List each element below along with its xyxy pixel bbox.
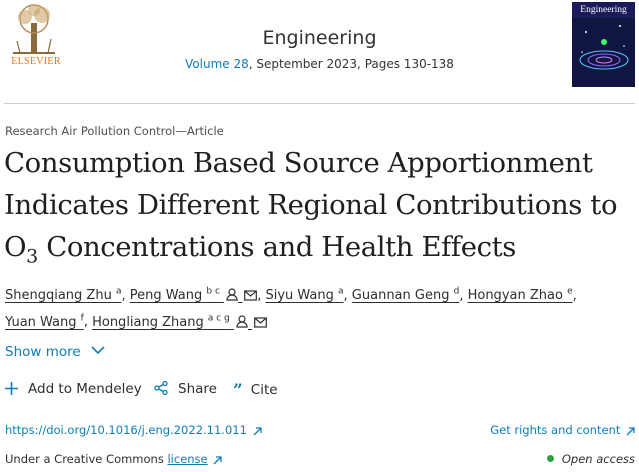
license-notice: Under a Creative Commons license — [5, 452, 222, 466]
author-link[interactable]: Yuan Wang $^f$ — [5, 313, 84, 330]
external-link-icon — [253, 427, 262, 436]
title-line-3: $O_3$ Concentrations and Health Effects — [4, 231, 516, 268]
author-link[interactable]: Hongyan Zhao $^e$ — [467, 287, 573, 304]
elsevier-wordmark: ELSEVIER — [11, 56, 61, 67]
get-rights-link[interactable]: Get rights and content — [490, 423, 635, 437]
add-to-mendeley-button[interactable]: Add to Mendeley — [5, 381, 142, 397]
open-access-dot — [547, 455, 554, 462]
quote-icon: ” — [233, 381, 243, 401]
plus-icon — [5, 382, 18, 395]
show-more-button[interactable] — [5, 344, 105, 360]
journal-header — [0, 0, 639, 104]
license-link[interactable]: license — [167, 452, 208, 466]
open-access-badge: Open access — [547, 452, 635, 466]
author-link[interactable]: Shengqiang Zhu $^a$ — [5, 287, 122, 304]
external-link-icon — [626, 427, 635, 436]
cite-button[interactable]: ” Cite — [233, 381, 278, 401]
title-line-2: Indicates Different Regional Contributions to — [4, 189, 618, 221]
cover-title: Engineering — [580, 5, 627, 15]
volume-link[interactable]: Volume 28 — [185, 57, 249, 71]
email-icon — [244, 290, 257, 301]
share-button[interactable]: Share — [154, 381, 217, 397]
person-icon — [236, 315, 248, 328]
external-link-icon — [213, 456, 222, 465]
author-list: Shengqiang Zhu $^a$, Peng Wang $^{b c}$ , Siyu Wang $^a$, Guannan Geng $^d$, Hongyan Zhao $^e$, Yuan Wang $^f$, Hongliang Zhang $^{a c g}$ — [5, 287, 577, 330]
journal-title[interactable]: Engineering — [262, 27, 377, 49]
show-more-label: Show more — [5, 344, 81, 360]
author-link[interactable]: Siyu Wang $^a$ — [265, 287, 344, 304]
share-icon — [154, 381, 168, 395]
chevron-down-icon — [91, 346, 105, 355]
issue-details: , September 2023, Pages 130-138 — [248, 57, 454, 71]
author-link[interactable]: Guannan Geng $^d$ — [351, 287, 460, 304]
issue-info — [0, 57, 639, 71]
article-category: Research Air Pollution Control—Article — [5, 124, 224, 138]
person-icon — [226, 288, 238, 301]
article-title — [4, 142, 638, 278]
author-link[interactable]: Peng Wang $^{b c}$ — [130, 288, 257, 303]
title-line-1: Consumption Based Source Apportionment — [4, 147, 593, 179]
header-divider — [4, 103, 635, 104]
journal-cover[interactable] — [572, 2, 635, 87]
doi-link[interactable]: https://doi.org/10.1016/j.eng.2022.11.011 — [5, 423, 262, 437]
email-icon — [254, 317, 267, 328]
author-link[interactable]: Hongliang Zhang $^{a c g}$ — [92, 315, 267, 330]
